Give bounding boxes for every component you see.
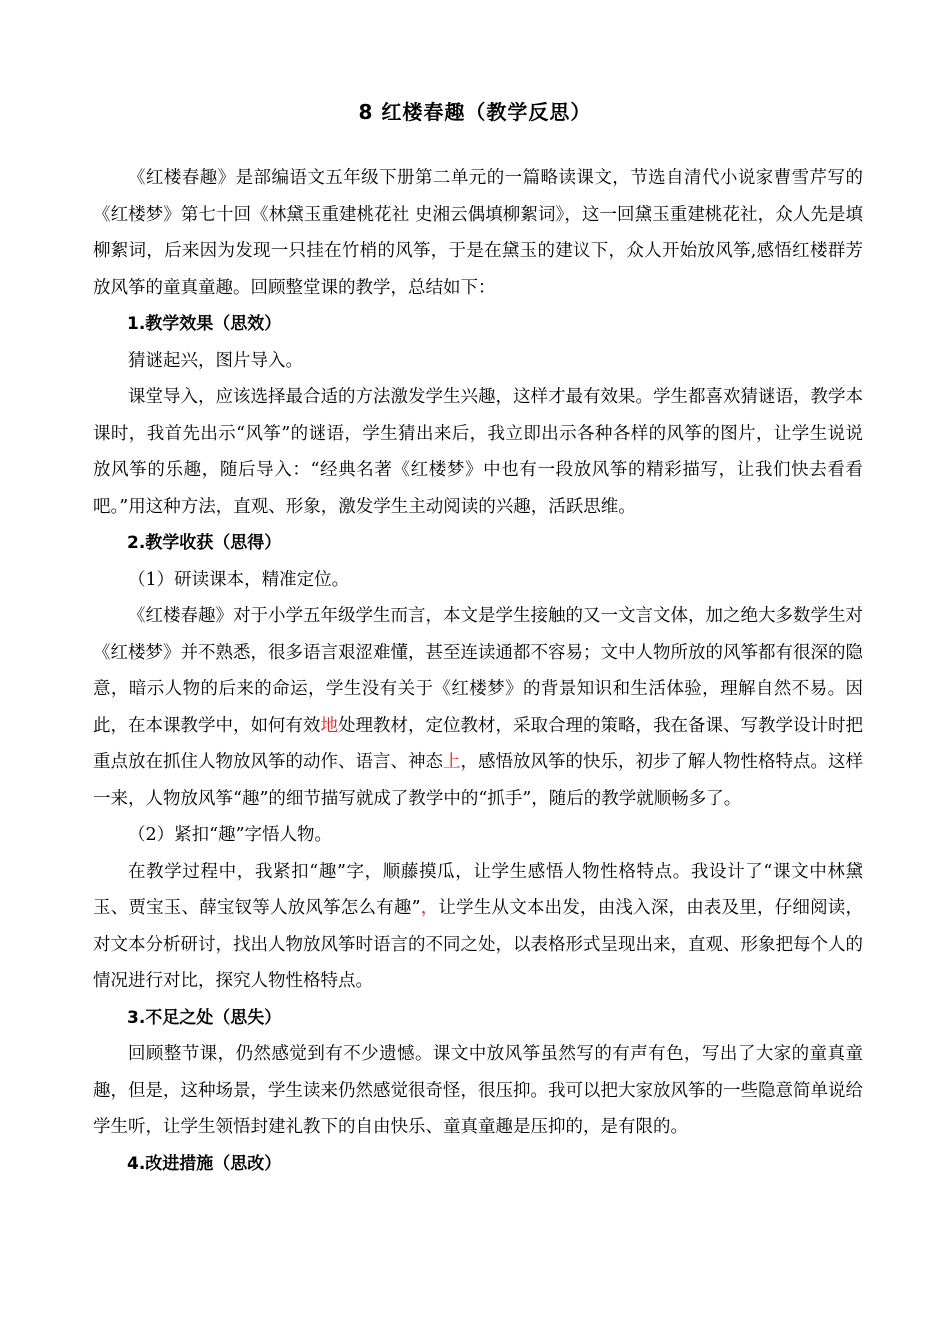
- section-2-subheading-2: （2）紧扣“趣”字悟人物。: [128, 825, 333, 845]
- highlighted-text: 地: [320, 715, 338, 736]
- section-3-paragraph: 回顾整节课，仍然感觉到有不少遗憾。课文中放风筝虽然写的有声有色，写出了大家的童真童趣，但是，这种场景，学生读来仍然感觉很奇怪，很压抑。我可以把大家放风筝的一些隐意简单说给学生听，让学生领悟封建礼教下的自由快乐、童真童趣是压抑的，是有限的。: [93, 1044, 863, 1137]
- section-1-subheading: 猜谜起兴，图片导入。: [128, 350, 303, 371]
- section-2-subheading-1: （1）研读课本，精准定位。: [128, 569, 350, 590]
- text-run: 《红楼春趣》对于小学五年级学生而言，本文是学生接触的又一文言文体，加之绝大多数学生对《红楼梦》并不熟悉，很多语言艰涩难懂，甚至连读通都不容易；文中人物所放的风筝都有很深的隐意，暗示人物的后来的命运，学生没有关于《红楼梦》的背景知识和生活体验，理解自然不易。因此，在本课教学中，如何有效: [93, 606, 863, 736]
- section-2-heading: 2.教学收获（思得）: [127, 533, 282, 553]
- document-body: [93, 160, 863, 1182]
- text-run: 在教学过程中，我紧扣“趣”字，顺藤摸瓜，让学生感悟人物性格特点。我设计了“课文中林黛玉、贾宝玉、薛宝钗等人放风筝怎么有趣”: [93, 861, 863, 918]
- text-run: 让学生从文本出发，由浅入深，由表及里，仔细阅读，对文本分析研讨，找出人物放风筝时语言的不同之处，以表格形式呈现出来，直观、形象把每个人的情况进行对比，探究人物性格特点。: [93, 898, 864, 991]
- section-1-heading: 1.教学效果（思效）: [127, 314, 282, 334]
- highlighted-text: ，: [420, 898, 439, 918]
- section-3-heading: 3.不足之处（思失）: [127, 1007, 282, 1028]
- section-4-heading: 4.改进措施（思改）: [127, 1153, 282, 1174]
- section-2-paragraph-1: [93, 598, 863, 817]
- section-1-paragraph: 课堂导入，应该选择最合适的方法激发学生兴趣，这样才最有效果。学生都喜欢猜谜语，教学本课时，我首先出示“风筝”的谜语，学生猜出来后，我立即出示各种各样的风筝的图片，让学生说说放风筝的乐趣，随后导入：“经典名著《红楼梦》中也有一段放风筝的精彩描写，让我们快去看看吧。”用这种方法，直观、形象，激发学生主动阅读的兴趣，活跃思维。: [93, 387, 863, 517]
- intro-paragraph: 《红楼春趣》是部编语文五年级下册第二单元的一篇略读课文，节选自清代小说家曹雪芹写的《红楼梦》第七十回《林黛玉重建桃花社 史湘云偶填柳絮词》，这一回黛玉重建桃花社，众人先是填柳絮词，后来因为发现一只挂在竹梢的风筝，于是在黛玉的建议下，众人开始放风筝,感悟红楼群芳放风筝的童真童趣。回顾整堂课的教学，总结如下：: [93, 168, 863, 298]
- text-run: 处理教材，定位教材，采取合理的策略，我在备课、写教学设计时把重点放在抓住人物放风筝的动作、语言、神态: [93, 715, 863, 772]
- section-2-paragraph-2: [93, 854, 863, 1000]
- page-title: 8 红楼春趣（教学反思）: [358, 100, 592, 124]
- text-run: ，感悟放风筝的快乐，初步了解人物性格特点。这样一来，人物放风筝“趣”的细节描写就成了教学中的“抓手”，随后的教学就顺畅多了。: [93, 752, 863, 809]
- highlighted-text: 上: [443, 752, 461, 772]
